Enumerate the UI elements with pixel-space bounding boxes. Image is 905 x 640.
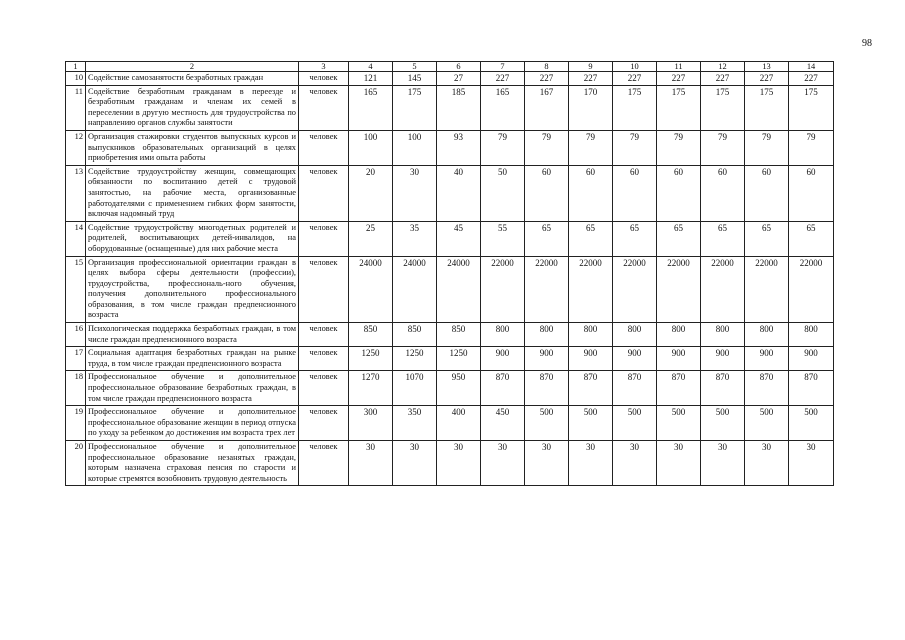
- value-cell: 175: [393, 85, 437, 130]
- value-cell: 22000: [613, 256, 657, 323]
- unit-cell: человек: [299, 347, 349, 371]
- table-row: [66, 371, 834, 406]
- value-cell: 900: [481, 347, 525, 371]
- value-cell: 900: [789, 347, 834, 371]
- value-cell: 22000: [657, 256, 701, 323]
- row-number: 20: [66, 441, 86, 486]
- value-cell: 65: [701, 221, 745, 256]
- value-cell: 30: [701, 441, 745, 486]
- value-cell: 227: [481, 72, 525, 86]
- value-cell: 30: [525, 441, 569, 486]
- value-cell: 79: [657, 130, 701, 165]
- value-cell: 30: [349, 441, 393, 486]
- value-cell: 30: [613, 441, 657, 486]
- value-cell: 1270: [349, 371, 393, 406]
- value-cell: 450: [481, 406, 525, 441]
- value-cell: 79: [613, 130, 657, 165]
- value-cell: 30: [789, 441, 834, 486]
- value-cell: 175: [613, 85, 657, 130]
- value-cell: 79: [569, 130, 613, 165]
- value-cell: 60: [525, 165, 569, 221]
- value-cell: 227: [789, 72, 834, 86]
- column-number-row: [66, 62, 834, 72]
- value-cell: 25: [349, 221, 393, 256]
- value-cell: 800: [481, 323, 525, 347]
- value-cell: 60: [789, 165, 834, 221]
- value-cell: 22000: [525, 256, 569, 323]
- value-cell: 870: [525, 371, 569, 406]
- table-row: [66, 165, 834, 221]
- value-cell: 800: [525, 323, 569, 347]
- table-row: [66, 441, 834, 486]
- value-cell: 800: [745, 323, 789, 347]
- value-cell: 79: [525, 130, 569, 165]
- value-cell: 22000: [701, 256, 745, 323]
- value-cell: 175: [789, 85, 834, 130]
- measure-name: Организация стажировки студентов выпускных курсов и выпускников образовательных организаций в целях приобретения ими опыта работы: [86, 130, 299, 165]
- value-cell: 65: [745, 221, 789, 256]
- value-cell: 30: [657, 441, 701, 486]
- column-number-cell: 4: [349, 62, 393, 72]
- value-cell: 800: [701, 323, 745, 347]
- value-cell: 950: [437, 371, 481, 406]
- measure-name: Профессиональное обучение и дополнительное профессиональное образование женщин в период отпуска по уходу за ребенком до достижения им возраста трех лет: [86, 406, 299, 441]
- value-cell: 227: [525, 72, 569, 86]
- value-cell: 165: [481, 85, 525, 130]
- value-cell: 227: [701, 72, 745, 86]
- value-cell: 185: [437, 85, 481, 130]
- column-number-cell: 2: [86, 62, 299, 72]
- column-number-cell: 12: [701, 62, 745, 72]
- value-cell: 65: [569, 221, 613, 256]
- unit-cell: человек: [299, 130, 349, 165]
- value-cell: 65: [657, 221, 701, 256]
- unit-cell: человек: [299, 406, 349, 441]
- column-number-cell: 13: [745, 62, 789, 72]
- measure-name: Психологическая поддержка безработных граждан, в том числе граждан предпенсионного возраста: [86, 323, 299, 347]
- value-cell: 20: [349, 165, 393, 221]
- table-row: [66, 221, 834, 256]
- value-cell: 227: [745, 72, 789, 86]
- value-cell: 22000: [745, 256, 789, 323]
- value-cell: 30: [481, 441, 525, 486]
- value-cell: 227: [657, 72, 701, 86]
- value-cell: 30: [437, 441, 481, 486]
- value-cell: 870: [569, 371, 613, 406]
- value-cell: 870: [613, 371, 657, 406]
- value-cell: 500: [657, 406, 701, 441]
- value-cell: 40: [437, 165, 481, 221]
- value-cell: 170: [569, 85, 613, 130]
- value-cell: 100: [349, 130, 393, 165]
- value-cell: 900: [569, 347, 613, 371]
- value-cell: 60: [613, 165, 657, 221]
- value-cell: 165: [349, 85, 393, 130]
- column-number-cell: 8: [525, 62, 569, 72]
- column-number-cell: 9: [569, 62, 613, 72]
- row-number: 11: [66, 85, 86, 130]
- value-cell: 500: [569, 406, 613, 441]
- value-cell: 24000: [437, 256, 481, 323]
- value-cell: 79: [701, 130, 745, 165]
- unit-cell: человек: [299, 256, 349, 323]
- value-cell: 30: [569, 441, 613, 486]
- row-number: 17: [66, 347, 86, 371]
- column-number-cell: 5: [393, 62, 437, 72]
- value-cell: 79: [745, 130, 789, 165]
- column-number-cell: 7: [481, 62, 525, 72]
- row-number: 13: [66, 165, 86, 221]
- unit-cell: человек: [299, 165, 349, 221]
- row-number: 16: [66, 323, 86, 347]
- value-cell: 121: [349, 72, 393, 86]
- measure-name: Содействие трудоустройству женщин, совмещающих обязанности по воспитанию детей с трудовой занятостью, на рабочие места, организованные работодателями с применением гибких форм занятости, включая надомный труд: [86, 165, 299, 221]
- value-cell: 870: [789, 371, 834, 406]
- value-cell: 22000: [789, 256, 834, 323]
- value-cell: 30: [745, 441, 789, 486]
- value-cell: 24000: [349, 256, 393, 323]
- measure-name: Профессиональное обучение и дополнительное профессиональное образование безработных граждан, в том числе граждан предпенсионного возраста: [86, 371, 299, 406]
- value-cell: 870: [481, 371, 525, 406]
- measure-name: Содействие трудоустройству многодетных родителей и родителей, воспитывающих детей-инвалидов, на оборудованные (оснащенные) для них рабочие места: [86, 221, 299, 256]
- value-cell: 60: [657, 165, 701, 221]
- value-cell: 45: [437, 221, 481, 256]
- value-cell: 850: [349, 323, 393, 347]
- value-cell: 30: [393, 441, 437, 486]
- value-cell: 870: [745, 371, 789, 406]
- value-cell: 1250: [437, 347, 481, 371]
- unit-cell: человек: [299, 221, 349, 256]
- value-cell: 900: [613, 347, 657, 371]
- value-cell: 870: [657, 371, 701, 406]
- value-cell: 800: [657, 323, 701, 347]
- value-cell: 30: [393, 165, 437, 221]
- table-row: [66, 256, 834, 323]
- value-cell: 60: [569, 165, 613, 221]
- measure-name: Содействие безработным гражданам в переезде и безработным гражданам и членам их семей в переселении в другую местность для трудоустройства по направлению органов службы занятости: [86, 85, 299, 130]
- table-row: [66, 347, 834, 371]
- value-cell: 24000: [393, 256, 437, 323]
- value-cell: 100: [393, 130, 437, 165]
- measure-name: Содействие самозанятости безработных граждан: [86, 72, 299, 86]
- value-cell: 60: [745, 165, 789, 221]
- value-cell: 500: [745, 406, 789, 441]
- value-cell: 55: [481, 221, 525, 256]
- column-number-cell: 3: [299, 62, 349, 72]
- value-cell: 79: [481, 130, 525, 165]
- table-row: [66, 72, 834, 86]
- column-number-cell: 6: [437, 62, 481, 72]
- indicators-table: [65, 61, 834, 486]
- value-cell: 900: [525, 347, 569, 371]
- value-cell: 500: [613, 406, 657, 441]
- column-number-cell: 11: [657, 62, 701, 72]
- table-row: [66, 323, 834, 347]
- value-cell: 65: [525, 221, 569, 256]
- value-cell: 900: [701, 347, 745, 371]
- value-cell: 800: [569, 323, 613, 347]
- value-cell: 1070: [393, 371, 437, 406]
- value-cell: 175: [657, 85, 701, 130]
- value-cell: 800: [789, 323, 834, 347]
- column-number-cell: 14: [789, 62, 834, 72]
- value-cell: 79: [789, 130, 834, 165]
- value-cell: 900: [745, 347, 789, 371]
- value-cell: 350: [393, 406, 437, 441]
- value-cell: 850: [393, 323, 437, 347]
- table-row: [66, 406, 834, 441]
- value-cell: 400: [437, 406, 481, 441]
- value-cell: 175: [745, 85, 789, 130]
- value-cell: 227: [613, 72, 657, 86]
- value-cell: 300: [349, 406, 393, 441]
- value-cell: 65: [613, 221, 657, 256]
- unit-cell: человек: [299, 85, 349, 130]
- table-row: [66, 130, 834, 165]
- value-cell: 500: [701, 406, 745, 441]
- measure-name: Профессиональное обучение и дополнительное профессиональное образование незанятых граждан, которым назначена страховая пенсия по старости и которые стремятся возобновить трудовую деятельность: [86, 441, 299, 486]
- column-number-cell: 1: [66, 62, 86, 72]
- value-cell: 1250: [393, 347, 437, 371]
- value-cell: 22000: [569, 256, 613, 323]
- unit-cell: человек: [299, 72, 349, 86]
- value-cell: 227: [569, 72, 613, 86]
- value-cell: 50: [481, 165, 525, 221]
- value-cell: 500: [789, 406, 834, 441]
- measure-name: Социальная адаптация безработных граждан на рынке труда, в том числе граждан предпенсионного возраста: [86, 347, 299, 371]
- value-cell: 800: [613, 323, 657, 347]
- column-number-cell: 10: [613, 62, 657, 72]
- value-cell: 850: [437, 323, 481, 347]
- value-cell: 175: [701, 85, 745, 130]
- value-cell: 35: [393, 221, 437, 256]
- value-cell: 500: [525, 406, 569, 441]
- value-cell: 65: [789, 221, 834, 256]
- unit-cell: человек: [299, 323, 349, 347]
- row-number: 19: [66, 406, 86, 441]
- measure-name: Организация профессиональной ориентации граждан в целях выбора сферы деятельности (профессии), трудоустройства, профессиональ-ного обучения, получения дополнительного профессионального образования, в том числе граждан предпенсионного возраста: [86, 256, 299, 323]
- value-cell: 167: [525, 85, 569, 130]
- value-cell: 870: [701, 371, 745, 406]
- value-cell: 60: [701, 165, 745, 221]
- value-cell: 900: [657, 347, 701, 371]
- page-number: 98: [862, 38, 872, 49]
- value-cell: 145: [393, 72, 437, 86]
- value-cell: 22000: [481, 256, 525, 323]
- row-number: 14: [66, 221, 86, 256]
- unit-cell: человек: [299, 441, 349, 486]
- row-number: 18: [66, 371, 86, 406]
- unit-cell: человек: [299, 371, 349, 406]
- value-cell: 93: [437, 130, 481, 165]
- table-row: [66, 85, 834, 130]
- row-number: 12: [66, 130, 86, 165]
- row-number: 10: [66, 72, 86, 86]
- value-cell: 27: [437, 72, 481, 86]
- value-cell: 1250: [349, 347, 393, 371]
- row-number: 15: [66, 256, 86, 323]
